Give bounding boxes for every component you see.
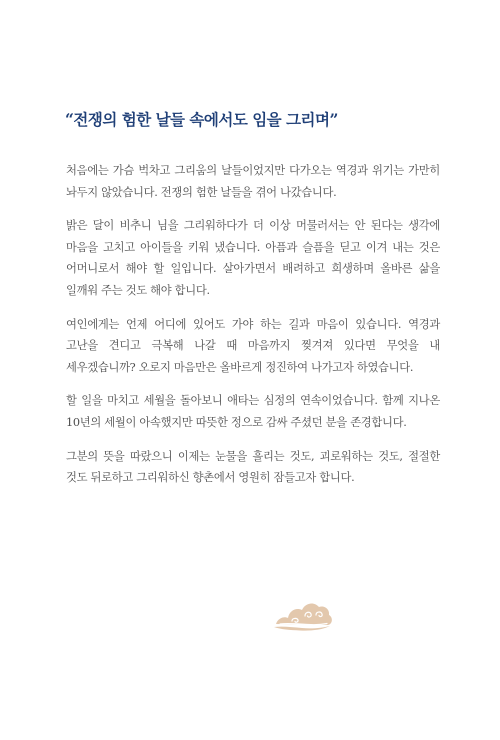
paragraph: 할 일을 마치고 세월을 돌아보니 애타는 심정의 연속이었습니다. 함께 지나온 10년의 세월이 아속했지만 따뜻한 정으로 감싸 주셨던 분을 존경합니다. [66, 394, 440, 429]
chapter-heading: “전쟁의 험한 날들 속에서도 임을 그리며” [65, 110, 338, 129]
body-text [66, 160, 440, 501]
paragraph: 여인에게는 언제 어디에 있어도 가야 하는 길과 마음이 있습니다. 역경과 고난을 견디고 극복해 나갈 때 마음까지 찢겨져 있다면 무엇을 내 세우겠습니까? 오로지 마음만은 올바르게 정진하여 나가고자 하였습니다. [66, 317, 440, 374]
paragraph: 처음에는 가슴 벅차고 그리움의 날들이었지만 다가오는 역경과 위기는 가만히 놔두지 않았습니다. 전쟁의 험한 날들을 겪어 나갔습니다. [66, 164, 440, 199]
paragraph: 그분의 뜻을 따랐으니 이제는 눈물을 흘리는 것도, 괴로워하는 것도, 절절한 것도 뒤로하고 그리워하신 향촌에서 영원히 잠들고자 합니다. [66, 449, 440, 485]
cloud-ornament-icon [272, 598, 334, 632]
paragraph: 밝은 달이 비추니 님을 그리워하다가 더 이상 머물러서는 안 된다는 생각에 마음을 고치고 아이들을 키워 냈습니다. 아픔과 슬픔을 딛고 이겨 내는 것은 어머니로서 해야 할 일입니다. 살아가면서 배려하고 희생하며 올바른 삶을 일깨워 주는 것도 해야 합니다. [66, 219, 440, 297]
